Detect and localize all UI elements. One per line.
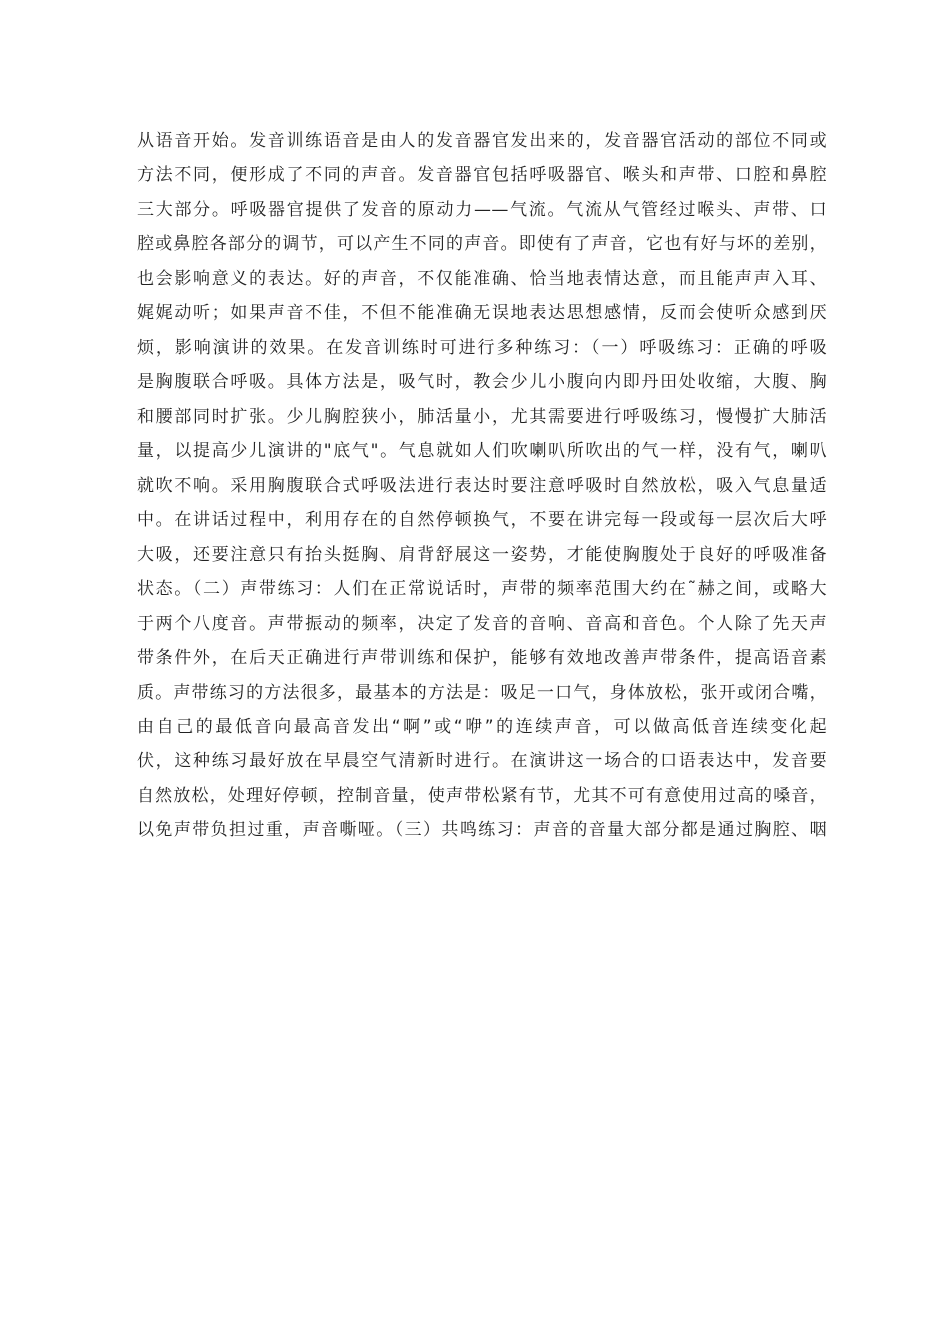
text-line: 量，以提高少儿演讲的"底气"。气息就如人们吹喇叭所吹出的气一样，没有气，喇叭 [137, 441, 827, 462]
text-line: 腔或鼻腔各部分的调节，可以产生不同的声音。即使有了声音，它也有好与坏的差别， [137, 234, 827, 255]
text-line: 从语音开始。发音训练语音是由人的发音器官发出来的，发音器官活动的部位不同或 [137, 131, 827, 151]
text-line: 于两个八度音。声带振动的频率，决定了发音的音响、音高和音色。个人除了先天声 [137, 613, 827, 634]
text-line: 也会影响意义的表达。好的声音，不仅能准确、恰当地表情达意，而且能声声入耳、 [137, 268, 827, 289]
text-line: 由自己的最低音向最高音发出“啊”或“咿”的连续声音，可以做高低音连续变化起 [137, 716, 827, 737]
text-line: 状态。（二）声带练习：人们在正常说话时，声带的频率范围大约在˜赫之间，或略大 [137, 579, 827, 600]
text-line: 质。声带练习的方法很多，最基本的方法是：吸足一口气，身体放松，张开或闭合嘴， [137, 682, 827, 703]
text-line: 带条件外，在后天正确进行声带训练和保护，能够有效地改善声带条件，提高语音素 [137, 648, 827, 669]
text-line: 就吹不响。采用胸腹联合式呼吸法进行表达时要注意呼吸时自然放松，吸入气息量适 [137, 475, 827, 496]
text-line: 方法不同，便形成了不同的声音。发音器官包括呼吸器官、喉头和声带、口腔和鼻腔 [137, 165, 827, 186]
text-line: 中。在讲话过程中，利用存在的自然停顿换气，不要在讲完每一段或每一层次后大呼 [137, 510, 827, 531]
text-line: 伏，这种练习最好放在早晨空气清新时进行。在演讲这一场合的口语表达中，发音要 [137, 751, 827, 772]
text-line: 和腰部同时扩张。少儿胸腔狭小，肺活量小，尤其需要进行呼吸练习，慢慢扩大肺活 [137, 406, 827, 427]
text-line: 是胸腹联合呼吸。具体方法是，吸气时，教会少儿小腹向内即丹田处收缩，大腹、胸 [137, 372, 827, 393]
text-line: 烦，影响演讲的效果。在发音训练时可进行多种练习：（一）呼吸练习：正确的呼吸 [137, 337, 827, 358]
text-line: 大吸，还要注意只有抬头挺胸、肩背舒展这一姿势，才能使胸腹处于良好的呼吸准备 [137, 544, 827, 565]
body-text [137, 124, 827, 848]
text-line: 三大部分。呼吸器官提供了发音的原动力——气流。气流从气管经过喉头、声带、口 [137, 199, 827, 220]
text-line: 以免声带负担过重，声音嘶哑。（三）共鸣练习：声音的音量大部分都是通过胸腔、咽 [137, 820, 827, 841]
text-line: 娓娓动听；如果声音不佳，不但不能准确无误地表达思想感情，反而会使听众感到厌 [137, 303, 827, 324]
text-line: 自然放松，处理好停顿，控制音量，使声带松紧有节，尤其不可有意使用过高的嗓音， [137, 785, 827, 806]
